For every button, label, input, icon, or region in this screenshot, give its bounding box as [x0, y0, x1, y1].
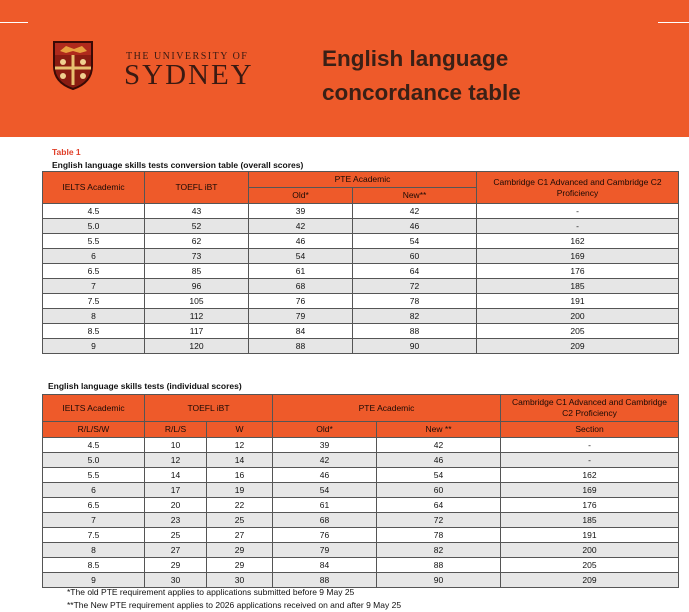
- table-row: [43, 339, 679, 354]
- table-cell: 7.5: [43, 528, 145, 543]
- col-header-pte-new: New **: [377, 422, 501, 438]
- table-cell: 185: [477, 279, 679, 294]
- table-row: [43, 294, 679, 309]
- col-header-ielts: IELTS Academic: [43, 395, 145, 422]
- table-cell: 5.0: [43, 453, 145, 468]
- table-row: [43, 279, 679, 294]
- table-cell: 191: [501, 528, 679, 543]
- table-cell: 84: [273, 558, 377, 573]
- table-cell: 90: [377, 573, 501, 588]
- table-cell: 162: [477, 234, 679, 249]
- table-cell: 209: [477, 339, 679, 354]
- table-cell: 5.5: [43, 234, 145, 249]
- header-rule-left: [0, 22, 28, 23]
- table-cell: 8.5: [43, 558, 145, 573]
- table-cell: 46: [353, 219, 477, 234]
- table-cell: 22: [207, 498, 273, 513]
- table-cell: 176: [477, 264, 679, 279]
- table-cell: 88: [377, 558, 501, 573]
- table-cell: 29: [145, 558, 207, 573]
- table-cell: 6.5: [43, 498, 145, 513]
- table-cell: 9: [43, 573, 145, 588]
- table-cell: 14: [145, 468, 207, 483]
- individual-scores-table: [42, 394, 679, 588]
- table-cell: 30: [207, 573, 273, 588]
- table-cell: 42: [377, 438, 501, 453]
- table-cell: 42: [353, 204, 477, 219]
- table-cell: 42: [249, 219, 353, 234]
- table-row: [43, 309, 679, 324]
- page-title: [322, 42, 521, 110]
- table-cell: 6.5: [43, 264, 145, 279]
- footnote-old-pte: *The old PTE requirement applies to applications submitted before 9 May 25: [67, 587, 355, 597]
- table-cell: 72: [377, 513, 501, 528]
- table-cell: 23: [145, 513, 207, 528]
- table-2-caption: English language skills tests (individual scores): [48, 381, 242, 391]
- table-cell: 120: [145, 339, 249, 354]
- table-cell: 7.5: [43, 294, 145, 309]
- footnotes: [67, 586, 401, 612]
- table-cell: 39: [273, 438, 377, 453]
- table-cell: 205: [501, 558, 679, 573]
- table-row: [43, 264, 679, 279]
- table-cell: 105: [145, 294, 249, 309]
- table-cell: 8: [43, 543, 145, 558]
- col-header-w: W: [207, 422, 273, 438]
- header-rule-right: [658, 22, 689, 23]
- table-cell: 112: [145, 309, 249, 324]
- table-cell: 88: [353, 324, 477, 339]
- table-cell: 25: [207, 513, 273, 528]
- table-cell: 61: [249, 264, 353, 279]
- table-cell: 176: [501, 498, 679, 513]
- table-cell: 200: [501, 543, 679, 558]
- table-cell: 117: [145, 324, 249, 339]
- table-row: [43, 234, 679, 249]
- table-cell: 205: [477, 324, 679, 339]
- table-cell: 42: [273, 453, 377, 468]
- table-cell: 25: [145, 528, 207, 543]
- table-cell: 60: [353, 249, 477, 264]
- table-cell: 39: [249, 204, 353, 219]
- table-cell: 72: [353, 279, 477, 294]
- table-cell: 79: [249, 309, 353, 324]
- table-cell: 12: [207, 438, 273, 453]
- table-cell: -: [501, 438, 679, 453]
- col-header-rlsw: R/L/S/W: [43, 422, 145, 438]
- table-cell: 68: [249, 279, 353, 294]
- table-cell: 54: [377, 468, 501, 483]
- table-cell: 84: [249, 324, 353, 339]
- col-header-toefl: TOEFL iBT: [145, 395, 273, 422]
- table-cell: -: [477, 204, 679, 219]
- page-title-line-1: English language: [322, 46, 509, 71]
- table-cell: 4.5: [43, 438, 145, 453]
- col-header-cambridge: Cambridge C1 Advanced and Cambridge C2 Proficiency: [477, 172, 679, 204]
- table-cell: 96: [145, 279, 249, 294]
- table-row: [43, 438, 679, 453]
- col-header-pte-old: Old*: [249, 188, 353, 204]
- table-cell: 8.5: [43, 324, 145, 339]
- table-cell: 185: [501, 513, 679, 528]
- table-cell: 27: [145, 543, 207, 558]
- table-row: [43, 558, 679, 573]
- table-1-label: Table 1: [52, 147, 81, 157]
- table-cell: 64: [377, 498, 501, 513]
- table-cell: 62: [145, 234, 249, 249]
- table-cell: 191: [477, 294, 679, 309]
- table-cell: 68: [273, 513, 377, 528]
- col-header-rls: R/L/S: [145, 422, 207, 438]
- table-cell: 61: [273, 498, 377, 513]
- table-row: [43, 204, 679, 219]
- table-cell: 6: [43, 483, 145, 498]
- table-cell: 162: [501, 468, 679, 483]
- table-cell: 12: [145, 453, 207, 468]
- col-header-ielts: IELTS Academic: [43, 172, 145, 204]
- table-cell: 169: [501, 483, 679, 498]
- table-cell: 10: [145, 438, 207, 453]
- table-cell: 46: [273, 468, 377, 483]
- table-cell: 88: [249, 339, 353, 354]
- table-cell: 60: [377, 483, 501, 498]
- table-row: [43, 249, 679, 264]
- table-cell: 29: [207, 558, 273, 573]
- table-cell: 9: [43, 339, 145, 354]
- col-header-cambridge: Cambridge C1 Advanced and Cambridge C2 Proficiency: [501, 395, 679, 422]
- table-cell: 76: [249, 294, 353, 309]
- table-cell: 30: [145, 573, 207, 588]
- university-crest-icon: [52, 40, 94, 90]
- table-cell: 88: [273, 573, 377, 588]
- table-row: [43, 468, 679, 483]
- col-header-toefl: TOEFL iBT: [145, 172, 249, 204]
- table-row: [43, 513, 679, 528]
- table-cell: 46: [377, 453, 501, 468]
- table-cell: 4.5: [43, 204, 145, 219]
- table-cell: -: [477, 219, 679, 234]
- table-cell: 73: [145, 249, 249, 264]
- col-header-pte-new: New**: [353, 188, 477, 204]
- table-cell: -: [501, 453, 679, 468]
- table-cell: 54: [249, 249, 353, 264]
- table-cell: 64: [353, 264, 477, 279]
- col-header-pte: PTE Academic: [273, 395, 501, 422]
- footnote-new-pte: **The New PTE requirement applies to 2026 applications received on and after 9 May 25: [67, 600, 402, 610]
- table-cell: 8: [43, 309, 145, 324]
- table-cell: 14: [207, 453, 273, 468]
- col-header-pte-old: Old*: [273, 422, 377, 438]
- table-cell: 209: [501, 573, 679, 588]
- table-cell: 43: [145, 204, 249, 219]
- table-cell: 82: [377, 543, 501, 558]
- table-cell: 169: [477, 249, 679, 264]
- university-name-small: THE UNIVERSITY OF: [126, 51, 249, 62]
- table-cell: 7: [43, 513, 145, 528]
- individual-scores-body: [43, 438, 679, 588]
- table-cell: 90: [353, 339, 477, 354]
- table-cell: 78: [353, 294, 477, 309]
- table-row: [43, 219, 679, 234]
- table-row: [43, 528, 679, 543]
- page-title-line-2: concordance table: [322, 80, 521, 105]
- col-header-pte: PTE Academic: [249, 172, 477, 188]
- table-cell: 5.0: [43, 219, 145, 234]
- table-row: [43, 453, 679, 468]
- table-cell: 7: [43, 279, 145, 294]
- table-cell: 54: [273, 483, 377, 498]
- table-cell: 76: [273, 528, 377, 543]
- table-cell: 17: [145, 483, 207, 498]
- table-cell: 79: [273, 543, 377, 558]
- table-row: [43, 324, 679, 339]
- table-1-caption: English language skills tests conversion table (overall scores): [52, 160, 304, 170]
- table-cell: 27: [207, 528, 273, 543]
- table-cell: 29: [207, 543, 273, 558]
- table-cell: 78: [377, 528, 501, 543]
- table-row: [43, 498, 679, 513]
- table-cell: 46: [249, 234, 353, 249]
- table-row: [43, 543, 679, 558]
- table-cell: 20: [145, 498, 207, 513]
- table-cell: 52: [145, 219, 249, 234]
- table-cell: 200: [477, 309, 679, 324]
- table-cell: 54: [353, 234, 477, 249]
- table-cell: 16: [207, 468, 273, 483]
- overall-scores-body: [43, 204, 679, 354]
- table-cell: 19: [207, 483, 273, 498]
- table-cell: 6: [43, 249, 145, 264]
- table-cell: 82: [353, 309, 477, 324]
- table-cell: 5.5: [43, 468, 145, 483]
- university-name-large: SYDNEY: [124, 59, 254, 91]
- header-banner: [0, 0, 689, 137]
- table-row: [43, 483, 679, 498]
- col-header-section: Section: [501, 422, 679, 438]
- overall-scores-table: [42, 171, 679, 354]
- table-cell: 85: [145, 264, 249, 279]
